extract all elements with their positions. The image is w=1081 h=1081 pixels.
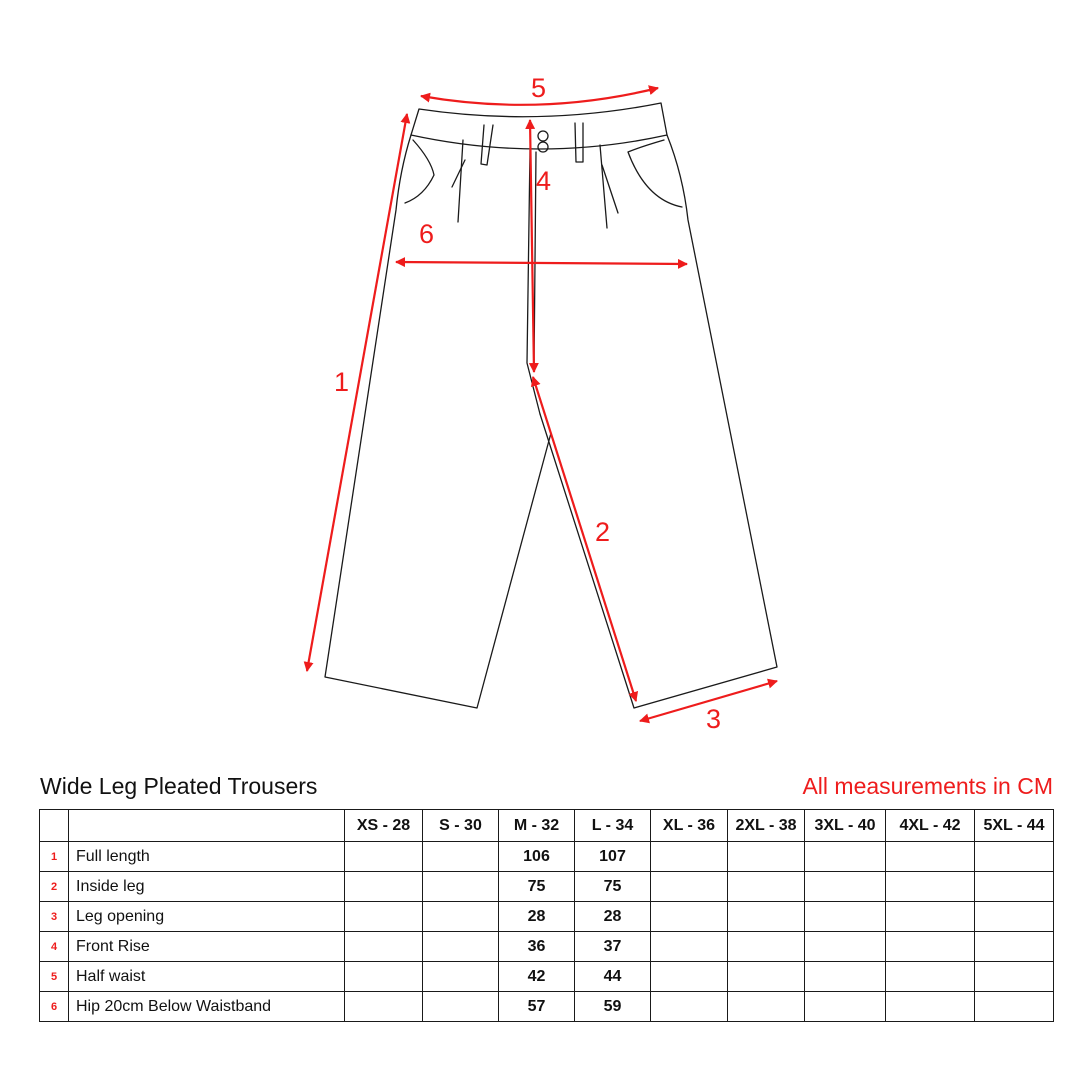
marker-5: 5 <box>531 73 547 103</box>
measurement-value: 37 <box>575 932 651 962</box>
measurement-label: Leg opening <box>69 902 345 932</box>
marker-6: 6 <box>419 219 435 249</box>
row-number: 4 <box>40 932 69 962</box>
measurement-value: 106 <box>499 842 575 872</box>
product-title: Wide Leg Pleated Trousers <box>40 773 318 799</box>
row-number: 3 <box>40 902 69 932</box>
measurement-value <box>423 842 499 872</box>
measurement-value <box>805 992 886 1022</box>
measurement-value <box>975 992 1054 1022</box>
row-number: 6 <box>40 992 69 1022</box>
measurement-value <box>975 872 1054 902</box>
measurement-value <box>345 842 423 872</box>
header-row <box>40 810 1054 842</box>
size-header: 2XL - 38 <box>728 810 805 842</box>
size-header: M - 32 <box>499 810 575 842</box>
measurement-value <box>728 932 805 962</box>
measurement-value <box>805 932 886 962</box>
measurement-value <box>886 872 975 902</box>
measurement-value <box>728 962 805 992</box>
measurement-label: Full length <box>69 842 345 872</box>
row-number: 1 <box>40 842 69 872</box>
size-header: XS - 28 <box>345 810 423 842</box>
measurement-value <box>423 902 499 932</box>
units-note: All measurements in CM <box>802 773 1053 799</box>
measurement-value <box>651 842 728 872</box>
marker-2: 2 <box>595 517 611 547</box>
measurement-label: Half waist <box>69 962 345 992</box>
measurement-value: 75 <box>575 872 651 902</box>
measurement-value: 59 <box>575 992 651 1022</box>
measurement-value <box>423 872 499 902</box>
measurement-value <box>651 992 728 1022</box>
measurement-value <box>975 842 1054 872</box>
marker-4: 4 <box>536 166 552 196</box>
size-header: L - 34 <box>575 810 651 842</box>
measurement-value: 36 <box>499 932 575 962</box>
header-cell <box>40 810 69 842</box>
measurement-value <box>345 932 423 962</box>
arrow-full-length <box>307 114 407 671</box>
size-header: 3XL - 40 <box>805 810 886 842</box>
measurement-value <box>728 842 805 872</box>
measurement-value <box>423 932 499 962</box>
measurement-value <box>728 902 805 932</box>
size-header: 5XL - 44 <box>975 810 1054 842</box>
measurement-value: 28 <box>575 902 651 932</box>
measurement-value <box>886 962 975 992</box>
measurement-value: 42 <box>499 962 575 992</box>
table-row <box>40 842 1054 872</box>
measurement-value <box>728 872 805 902</box>
measurement-value <box>423 962 499 992</box>
table-row <box>40 932 1054 962</box>
measurement-value <box>345 872 423 902</box>
table-row <box>40 872 1054 902</box>
measurement-value <box>345 902 423 932</box>
measurement-value: 28 <box>499 902 575 932</box>
table-row <box>40 962 1054 992</box>
measurement-value <box>651 872 728 902</box>
measurement-value <box>345 962 423 992</box>
arrow-hip <box>396 262 687 264</box>
measurement-value <box>345 992 423 1022</box>
measurement-label: Inside leg <box>69 872 345 902</box>
measurement-value <box>886 932 975 962</box>
measurement-value <box>805 902 886 932</box>
table-row <box>40 902 1054 932</box>
measurement-value <box>805 842 886 872</box>
measurement-label: Front Rise <box>69 932 345 962</box>
measurement-value <box>975 962 1054 992</box>
marker-1: 1 <box>334 367 350 397</box>
arrow-front-rise <box>530 120 534 372</box>
table-row <box>40 992 1054 1022</box>
measurement-markers <box>334 73 721 734</box>
measurement-value <box>651 962 728 992</box>
measurement-value <box>975 932 1054 962</box>
measurement-value <box>886 902 975 932</box>
measurement-value: 75 <box>499 872 575 902</box>
measurement-value <box>651 932 728 962</box>
measurement-value <box>805 872 886 902</box>
measurement-value <box>805 962 886 992</box>
measurement-value <box>886 992 975 1022</box>
size-header: 4XL - 42 <box>886 810 975 842</box>
size-header: S - 30 <box>423 810 499 842</box>
measurement-value <box>886 842 975 872</box>
marker-3: 3 <box>706 704 722 734</box>
header-cell <box>69 810 345 842</box>
arrow-inside-leg <box>533 377 636 701</box>
measurement-value <box>423 992 499 1022</box>
measurement-value <box>651 902 728 932</box>
row-number: 2 <box>40 872 69 902</box>
measurement-value: 44 <box>575 962 651 992</box>
measurement-value: 107 <box>575 842 651 872</box>
row-number: 5 <box>40 962 69 992</box>
size-chart-table <box>39 809 1054 1022</box>
measurement-value <box>728 992 805 1022</box>
size-header: XL - 36 <box>651 810 728 842</box>
measurement-value: 57 <box>499 992 575 1022</box>
measurement-value <box>975 902 1054 932</box>
measurement-label: Hip 20cm Below Waistband <box>69 992 345 1022</box>
